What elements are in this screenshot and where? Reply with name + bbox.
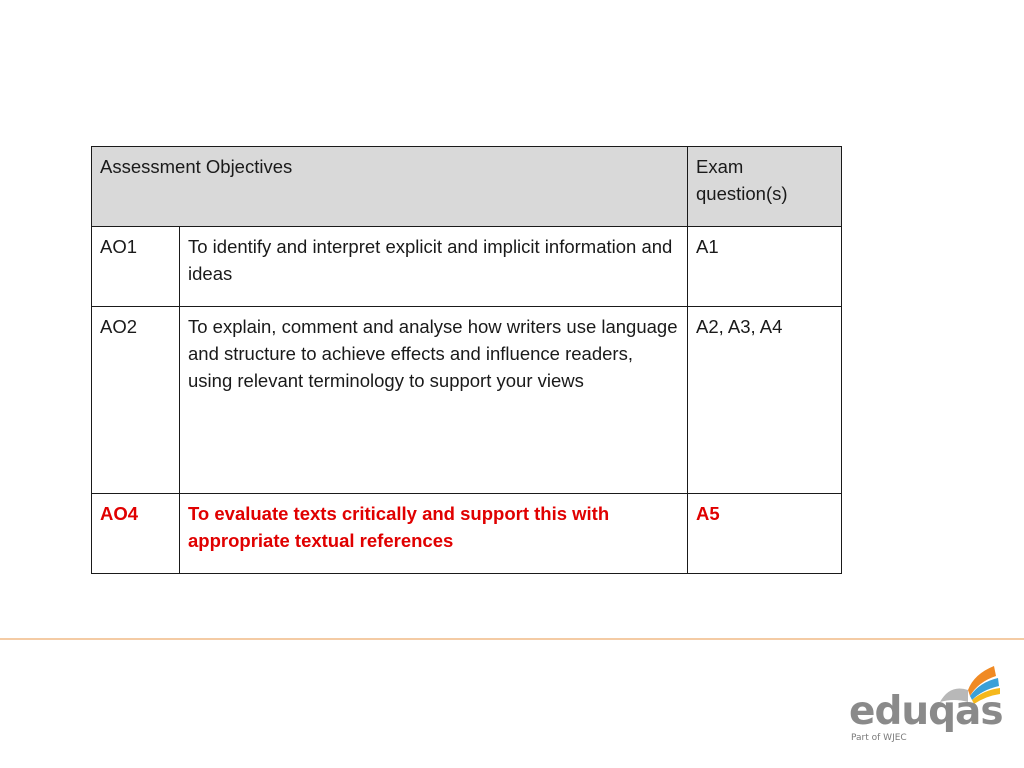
header-exam-questions: Exam question(s)	[688, 147, 842, 227]
exam-question: A1	[688, 227, 842, 307]
table-row	[92, 307, 842, 494]
header-objectives: Assessment Objectives	[92, 147, 688, 227]
eduqas-logo	[846, 662, 1006, 752]
objective-code: AO4	[92, 494, 180, 574]
assessment-objectives-table	[91, 146, 842, 574]
table-header-row	[92, 147, 842, 227]
table-row-highlighted	[92, 494, 842, 574]
exam-question: A2, A3, A4	[688, 307, 842, 494]
footer-divider	[0, 638, 1024, 640]
objective-code: AO2	[92, 307, 180, 494]
objective-description: To identify and interpret explicit and implicit information and ideas	[180, 227, 688, 307]
objective-description: To explain, comment and analyse how writers use language and structure to achieve effects and influence readers, using relevant terminology to support your views	[180, 307, 688, 494]
exam-question: A5	[688, 494, 842, 574]
table-row	[92, 227, 842, 307]
objective-code: AO1	[92, 227, 180, 307]
logo-wordmark: eduqas	[849, 689, 1003, 734]
objective-description: To evaluate texts critically and support this with appropriate textual references	[180, 494, 688, 574]
logo-tagline: Part of WJEC	[851, 733, 907, 743]
